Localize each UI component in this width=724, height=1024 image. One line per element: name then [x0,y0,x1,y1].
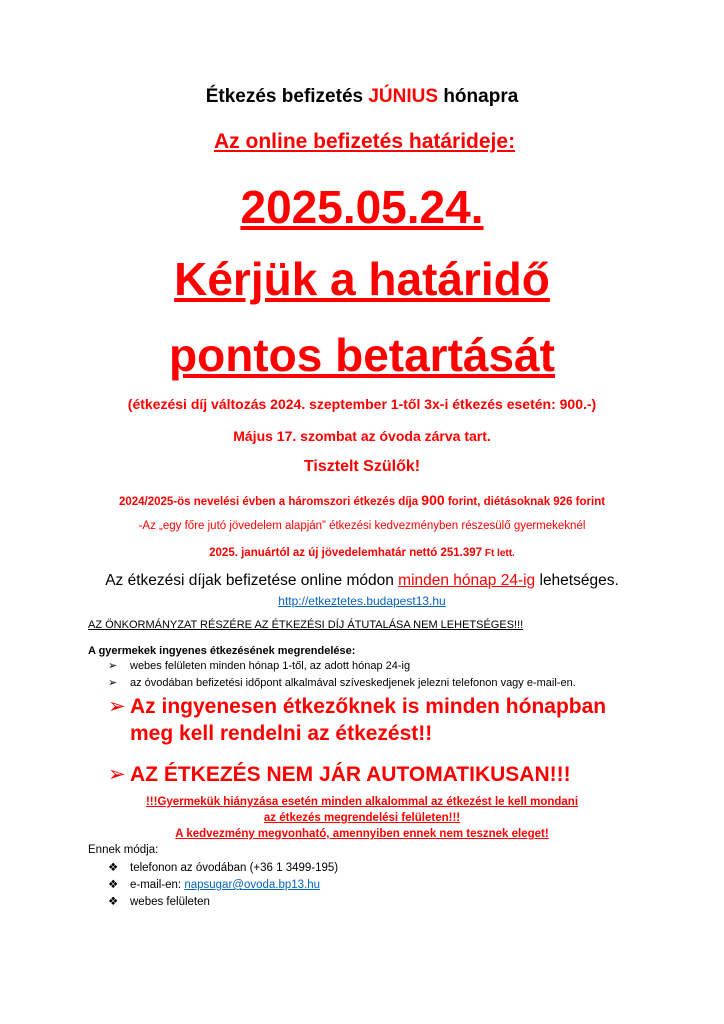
website-link[interactable]: http://etkeztetes.budapest13.hu [278,594,446,608]
request-line-2: pontos betartását [169,329,555,381]
arrow-bullet-icon: ➢ [108,695,126,718]
method-phone [108,860,338,874]
online-payment-highlight: minden hónap 24-ig [398,572,536,589]
diamond-bullet-icon: ❖ [108,862,119,874]
online-payment [0,572,724,590]
fee-change-note: (étkezési díj változás 2024. szeptember 1-től 3x-i étkezés esetén: 900.-) [127,396,597,412]
greeting: Tisztelt Szülők! [303,458,421,475]
method-email [108,877,320,891]
big-notice-2 [108,762,571,787]
method-web [108,894,210,908]
income-unit: Ft lett. [482,548,515,559]
free-meals-item [108,676,576,689]
request-line-1: Kérjük a határidő [174,253,550,305]
arrow-bullet-icon: ➢ [108,677,118,689]
deadline-label: Az online befizetés határideje: [214,130,516,153]
methods-heading: Ennek módja: [88,844,159,856]
heading-month: JÚNIUS [368,86,439,107]
free-meals-item-text: webes felületen minden hónap 1-től, az adott hónap 24-ig [130,660,411,672]
diamond-bullet-icon: ❖ [108,879,119,891]
big-notice-2-text: AZ ÉTKEZÉS NEM JÁR AUTOMATIKUSAN!!! [130,763,571,786]
income-line [0,547,724,559]
big-notice-1-line-1: Az ingyenesen étkezőknek is minden hónapban [130,695,607,718]
price-amount: 900 [421,492,445,508]
online-payment-text-2: lehetséges. [535,572,619,589]
heading-prefix: Étkezés befizetés [205,86,369,107]
deadline-date: 2025.05.24. [240,181,484,233]
arrow-bullet-icon: ➢ [108,660,118,672]
big-notice-1-line-2: meg kell rendelni az étkezést!! [130,722,433,745]
method-web-text: webes felületen [130,896,210,908]
online-payment-text-1: Az étkezési díjak befizetése online módon [105,572,399,589]
arrow-bullet-icon: ➢ [108,763,126,786]
free-meals-item-text: az óvodában befizetési időpont alkalmával szíveskedjenek jelezni telefonon vagy e-mail-en. [130,677,576,689]
free-meals-heading: A gyermekek ingyenes étkezésének megrendelése: [88,645,356,657]
big-notice-1 [108,694,606,719]
heading-suffix: hónapra [438,86,519,107]
free-meals-item [108,659,410,672]
absence-line-1: !!!Gyermekük hiányzása esetén minden alkalommal az étkezést le kell mondani [145,796,579,808]
closure-note: Május 17. szombat az óvoda zárva tart. [233,428,491,444]
discount-line: -Az „egy főre jutó jövedelem alapján” étkezési kedvezményben részesülő gyermekeknél [138,520,586,532]
price-line [0,492,724,508]
transfer-note: AZ ÖNKORMÁNYZAT RÉSZÉRE AZ ÉTKEZÉSI DÍJ ÁTUTALÁSA NEM LEHETSÉGES!!! [88,619,524,631]
heading [0,86,724,108]
email-link[interactable]: napsugar@ovoda.bp13.hu [184,879,321,891]
price-text-1: 2024/2025-ös nevelési évben a háromszori étkezés díja [118,496,422,508]
method-email-label: e-mail-en: [130,879,185,891]
website-link-row [0,594,724,608]
diamond-bullet-icon: ❖ [108,896,119,908]
income-text: 2025. januártól az új jövedelemhatár nettó 251.397 [209,547,483,559]
absence-line-3: A kedvezmény megvonható, amennyiben ennek nem tesznek eleget! [175,828,549,840]
method-phone-text: telefonon az óvodában (+36 1 3499-195) [130,862,339,874]
absence-line-2: az étkezés megrendelési felületen!!! [263,812,461,824]
price-text-2: forint, diétásoknak 926 forint [444,496,606,508]
